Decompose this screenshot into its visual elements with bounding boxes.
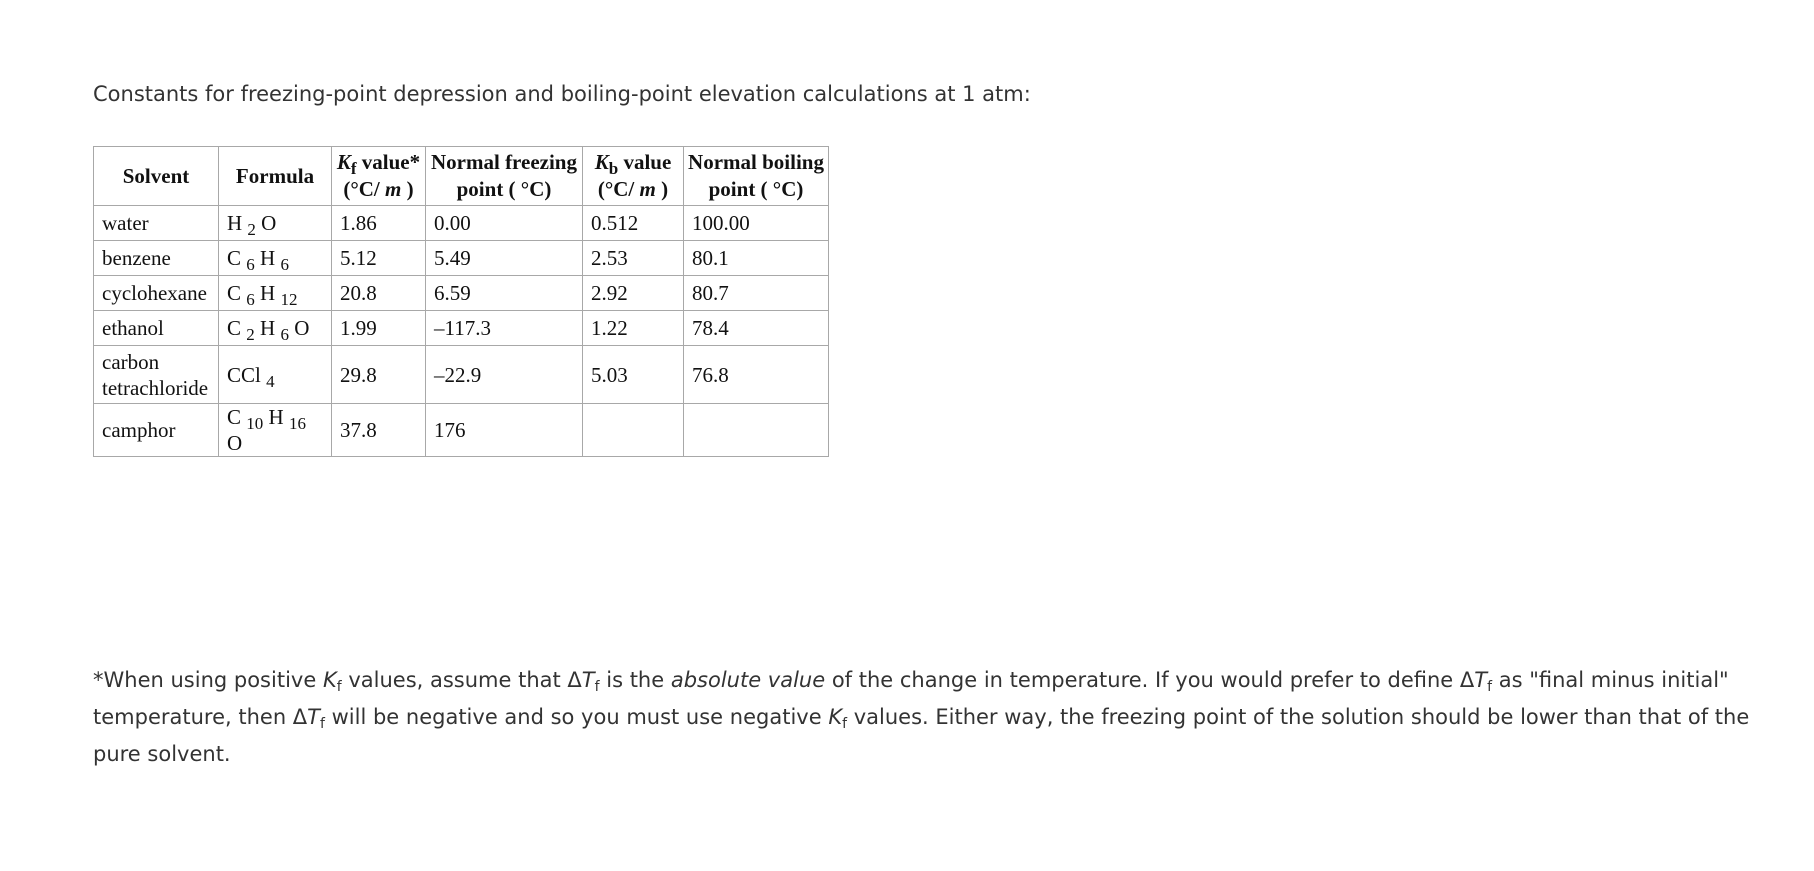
header-normal-freezing — [426, 147, 583, 206]
kb-unit-m: m — [639, 177, 656, 201]
footnote-t-symbol: T — [581, 668, 595, 692]
footnote-k-symbol: K — [828, 705, 843, 729]
cell-formula — [219, 346, 332, 404]
formula-element: H — [260, 246, 276, 270]
kb-unit-a: (°C/ — [597, 177, 640, 201]
kf-symbol: K — [336, 150, 351, 174]
kf-unit-b: ) — [401, 177, 414, 201]
cell-normal-freezing: –22.9 — [426, 346, 583, 404]
formula-subscript: 6 — [280, 255, 289, 274]
cell-normal-boiling: 80.1 — [684, 241, 829, 276]
table-row — [94, 206, 829, 241]
cell-kb: 1.22 — [583, 311, 684, 346]
intro-text: Constants for freezing-point depression and boiling-point elevation calculations at 1 atm: — [93, 82, 1031, 106]
formula-subscript: 2 — [246, 325, 255, 344]
table-row — [94, 276, 829, 311]
kb-value-label: value — [618, 150, 672, 174]
footnote-part: will be negative and so you must use negative — [324, 705, 829, 729]
kf-unit-a: (°C/ — [343, 177, 386, 201]
cell-formula — [219, 241, 332, 276]
cell-kb: 5.03 — [583, 346, 684, 404]
table-header-row — [94, 147, 829, 206]
footnote-subscript: f — [842, 716, 848, 732]
footnote-t-symbol: T — [307, 705, 320, 729]
footnote-subscript: f — [336, 679, 342, 695]
cell-formula — [219, 276, 332, 311]
constants-table — [93, 146, 829, 457]
cell-kb: 0.512 — [583, 206, 684, 241]
cell-solvent: cyclohexane — [94, 276, 219, 311]
kf-unit-m: m — [385, 177, 402, 201]
cell-kf: 37.8 — [332, 404, 426, 457]
formula-subscript: 6 — [280, 325, 289, 344]
footnote-part: *When using positive — [93, 668, 323, 692]
cell-solvent: ethanol — [94, 311, 219, 346]
formula-element: H — [268, 405, 284, 429]
formula-element: H — [260, 281, 276, 305]
header-solvent — [94, 147, 219, 206]
table-row — [94, 311, 829, 346]
formula-element: C — [227, 281, 242, 305]
formula-subscript: 12 — [280, 290, 298, 309]
formula-element: O — [227, 431, 243, 455]
cell-formula — [219, 311, 332, 346]
kf-subscript: f — [350, 159, 357, 178]
formula-element: H — [227, 211, 243, 235]
header-solvent-label: Solvent — [122, 163, 190, 188]
footnote-subscript: f — [320, 716, 325, 732]
cell-kb — [583, 404, 684, 457]
formula-subscript: 16 — [288, 414, 306, 433]
formula-element: O — [294, 316, 310, 340]
cell-solvent: water — [94, 206, 219, 241]
cell-solvent — [94, 346, 219, 404]
header-kb-value — [583, 147, 684, 206]
kb-symbol: K — [594, 150, 609, 174]
kb-unit-b: ) — [655, 177, 669, 201]
cell-formula — [219, 404, 332, 457]
footnote-part: of the change in temperature. If you would prefer to define Δ — [825, 668, 1475, 692]
normal-freezing-line1: Normal freezing — [431, 150, 577, 174]
footnote-text — [93, 662, 1793, 773]
formula-subscript: 2 — [247, 220, 256, 239]
formula-element: C — [227, 316, 242, 340]
cell-formula — [219, 206, 332, 241]
cell-kf: 20.8 — [332, 276, 426, 311]
formula-subscript: 10 — [246, 414, 264, 433]
footnote-k-symbol: K — [322, 668, 337, 692]
formula-element: C — [227, 405, 242, 429]
footnote-part: is the — [599, 668, 671, 692]
cell-normal-boiling: 100.00 — [684, 206, 829, 241]
cell-kb: 2.92 — [583, 276, 684, 311]
kb-subscript: b — [608, 159, 619, 178]
table-row — [94, 346, 829, 404]
formula-subscript: 6 — [246, 255, 255, 274]
footnote-part: values. Either way, the freezing point of the solution should be lower than that of the pure solvent. — [93, 705, 1750, 766]
cell-solvent: benzene — [94, 241, 219, 276]
header-formula-label: Formula — [235, 163, 315, 188]
footnote-subscript: f — [594, 679, 600, 695]
normal-boiling-line1: Normal boiling — [688, 150, 824, 174]
footnote-part: values, assume that Δ — [341, 668, 582, 692]
cell-normal-boiling: 76.8 — [684, 346, 829, 404]
formula-subscript: 4 — [266, 371, 275, 391]
header-normal-boiling — [684, 147, 829, 206]
cell-normal-freezing: 5.49 — [426, 241, 583, 276]
kf-value-label: value* — [356, 150, 421, 174]
formula-element: C — [227, 246, 242, 270]
solvent-line1: carbon — [102, 349, 160, 374]
cell-kf: 1.86 — [332, 206, 426, 241]
normal-boiling-line2: point ( °C) — [708, 177, 804, 201]
cell-normal-boiling: 78.4 — [684, 311, 829, 346]
cell-normal-freezing: –117.3 — [426, 311, 583, 346]
cell-solvent: camphor — [94, 404, 219, 457]
cell-normal-boiling — [684, 404, 829, 457]
cell-normal-freezing: 176 — [426, 404, 583, 457]
formula-element: H — [260, 316, 276, 340]
footnote-emphasis: absolute value — [670, 668, 826, 692]
formula-subscript: 6 — [246, 290, 255, 309]
cell-kf: 1.99 — [332, 311, 426, 346]
footnote-t-symbol: T — [1474, 668, 1488, 692]
solvent-line2: tetrachloride — [102, 375, 209, 400]
header-kf-value — [332, 147, 426, 206]
cell-kf: 5.12 — [332, 241, 426, 276]
cell-normal-freezing: 0.00 — [426, 206, 583, 241]
footnote-subscript: f — [1487, 679, 1493, 695]
cell-kf: 29.8 — [332, 346, 426, 404]
cell-normal-freezing: 6.59 — [426, 276, 583, 311]
cell-kb: 2.53 — [583, 241, 684, 276]
normal-freezing-line2: point ( °C) — [456, 177, 552, 201]
formula-element: O — [261, 211, 277, 235]
formula-element: CCl — [227, 362, 261, 387]
cell-normal-boiling: 80.7 — [684, 276, 829, 311]
table-row — [94, 404, 829, 457]
footnote-part: as "final minus initial" temperature, then Δ — [93, 668, 1729, 729]
table-row — [94, 241, 829, 276]
header-formula — [219, 147, 332, 206]
